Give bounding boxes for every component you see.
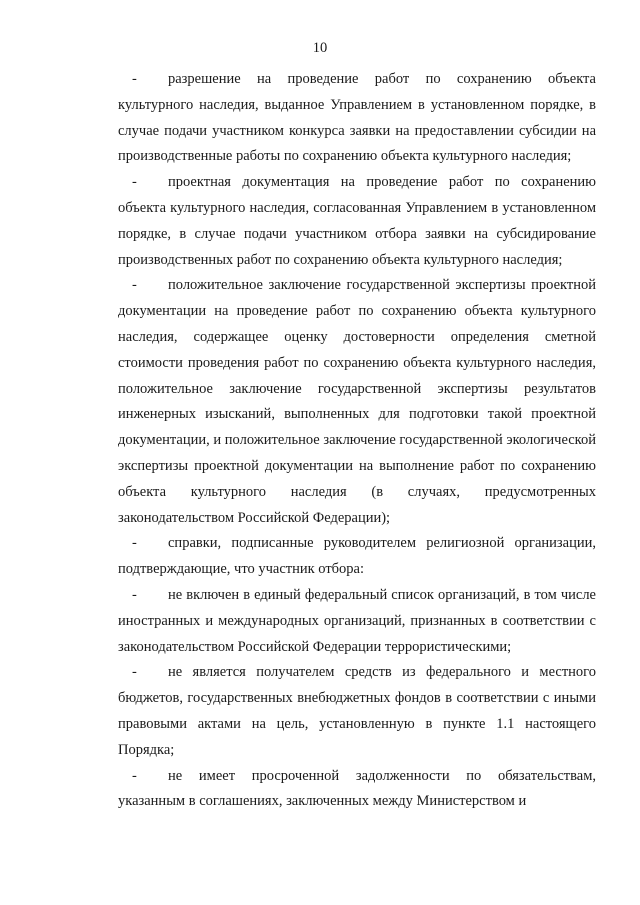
list-marker: - [132, 664, 137, 681]
list-item-text: не является получателем средств из федерального и местного бюджетов, государственных внебюджетных фондов в соответствии с иными правовыми актами на цель, установленную в пункте 1.1 настоящего Порядка; [118, 664, 596, 758]
list-marker: - [132, 174, 137, 191]
list-marker: - [132, 71, 137, 87]
list-item [118, 531, 596, 583]
list-item [118, 764, 596, 816]
page-number: 10 [312, 40, 328, 56]
list-item-text: не имеет просроченной задолженности по обязательствам, указанным в соглашениях, заключенных между Министерством и [118, 767, 596, 810]
list-marker: - [132, 535, 137, 552]
list-item-text: разрешение на проведение работ по сохранению объекта культурного наследия, выданное Управлением в установленном порядке, в случае подачи участником конкурса заявки на предоставлении субсидии на производственные работы по сохранению объекта культурного наследия; [118, 71, 596, 165]
list-item-text: положительное заключение государственной экспертизы проектной документации на проведение работ по сохранению объекта культурного наследия, содержащее оценку достоверности определения сметной стоимости проведения работ по сохранению объекта культурного наследия, положительное заключение государственной экспертизы результатов инженерных изысканий, выполненных для подготовки такой проектной документации, и положительное заключение государственной экологической экспертизы проектной документации на выполнение работ по сохранению объекта культурного наследия (в случаях, предусмотренных законодательством Российской Федерации); [118, 277, 596, 526]
list-item [118, 67, 596, 170]
document-body [118, 67, 596, 815]
list-item [118, 273, 596, 531]
list-item-text: проектная документация на проведение работ по сохранению объекта культурного наследия, согласованная Управлением в установленном порядке, в случае подачи участником отбора заявки на субсидирование производственных работ по сохранению объекта культурного наследия; [118, 174, 596, 268]
list-marker: - [132, 586, 137, 603]
list-item [118, 660, 596, 763]
list-marker: - [132, 277, 137, 294]
list-marker: - [132, 767, 137, 784]
list-item-text: справки, подписанные руководителем религиозной организации, подтверждающие, что участник отбора: [118, 535, 596, 578]
list-item-text: не включен в единый федеральный список организаций, в том числе иностранных и международных организаций, признанных в соответствии с законодательством Российской Федерации террористическими; [118, 586, 596, 655]
list-item [118, 170, 596, 273]
list-item [118, 583, 596, 660]
